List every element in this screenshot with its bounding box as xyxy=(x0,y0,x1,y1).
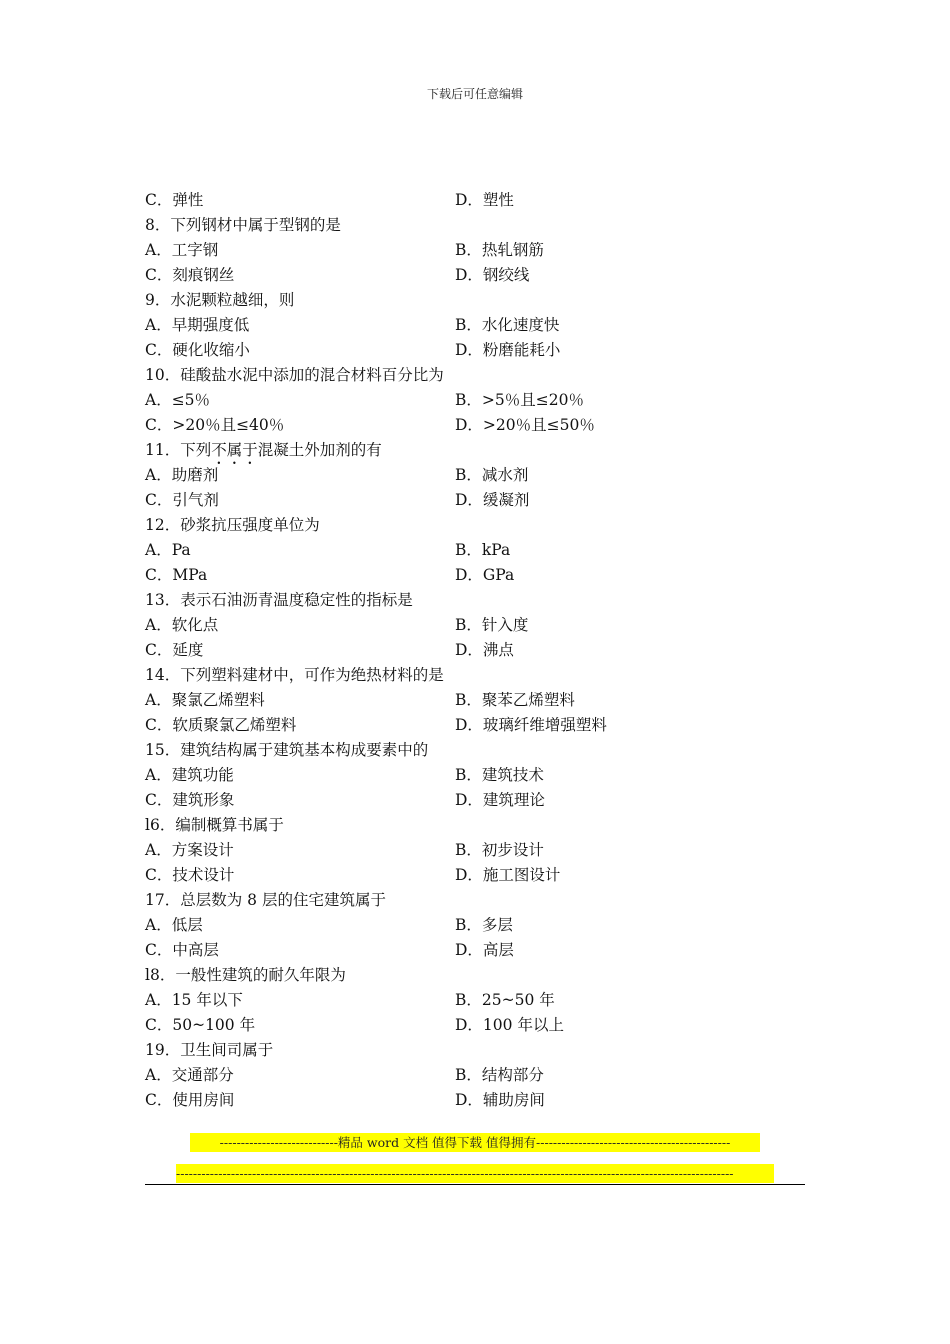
option-left: A．助磨剂 xyxy=(145,466,219,484)
question-stem xyxy=(145,588,805,613)
option-row xyxy=(145,1088,805,1113)
option-row xyxy=(145,788,805,813)
option-right: D．100 年以上 xyxy=(455,1016,564,1034)
question-text: 8．下列钢材中属于型钢的是 xyxy=(145,216,341,234)
option-left: A．方案设计 xyxy=(145,841,234,859)
option-right: D．高层 xyxy=(455,941,514,959)
option-left: A．Pa xyxy=(145,541,191,559)
option-left: A．工字钢 xyxy=(145,241,219,259)
option-row xyxy=(145,688,805,713)
option-row xyxy=(145,763,805,788)
footer-rule xyxy=(145,1184,805,1185)
option-left: A．15 年以下 xyxy=(145,991,243,1009)
option-left: A．≤5％ xyxy=(145,391,211,409)
option-right: B．水化速度快 xyxy=(455,316,560,334)
option-right: B．针入度 xyxy=(455,616,529,634)
option-right: D．钢绞线 xyxy=(455,266,530,284)
option-left: C．硬化收缩小 xyxy=(145,341,250,359)
option-left: C．技术设计 xyxy=(145,866,235,884)
option-right: B．热轧钢筋 xyxy=(455,241,544,259)
option-left: A．建筑功能 xyxy=(145,766,234,784)
option-right: B．初步设计 xyxy=(455,841,544,859)
option-row xyxy=(145,913,805,938)
option-left: C．>20％且≤40％ xyxy=(145,416,285,434)
footer-banner-dashes: ------------------------------------------------------------------------------------------------------------------------------------ xyxy=(176,1164,774,1183)
option-left: C．建筑形象 xyxy=(145,791,235,809)
question-stem xyxy=(145,1038,805,1063)
option-right: B．聚苯乙烯塑料 xyxy=(455,691,575,709)
option-row xyxy=(145,713,805,738)
option-left: C．刻痕钢丝 xyxy=(145,266,235,284)
option-row xyxy=(145,1063,805,1088)
option-right: D．缓凝剂 xyxy=(455,491,530,509)
option-left: C．弹性 xyxy=(145,191,204,209)
question-stem xyxy=(145,738,805,763)
question-stem xyxy=(145,513,805,538)
option-row xyxy=(145,988,805,1013)
question-stem xyxy=(145,213,805,238)
option-row xyxy=(145,413,805,438)
option-row xyxy=(145,638,805,663)
option-right: B．结构部分 xyxy=(455,1066,544,1084)
question-text: 9．水泥颗粒越细，则 xyxy=(145,291,295,309)
question-stem xyxy=(145,963,805,988)
option-right: D．施工图设计 xyxy=(455,866,561,884)
option-right: B．kPa xyxy=(455,541,511,559)
option-row xyxy=(145,938,805,963)
question-stem xyxy=(145,363,805,388)
question-list xyxy=(145,188,805,1113)
question-text: l8．一般性建筑的耐久年限为 xyxy=(145,966,346,984)
option-right: D．GPa xyxy=(455,566,515,584)
option-row xyxy=(145,538,805,563)
question-stem xyxy=(145,813,805,838)
question-text-pre: 11．下列 xyxy=(145,441,212,459)
question-text: l6．编制概算书属于 xyxy=(145,816,284,834)
option-right: D．沸点 xyxy=(455,641,514,659)
option-row xyxy=(145,338,805,363)
option-right: D．玻璃纤维增强塑料 xyxy=(455,716,607,734)
option-right: D．粉磨能耗小 xyxy=(455,341,561,359)
option-row xyxy=(145,463,805,488)
option-row xyxy=(145,238,805,263)
question-text: 12．砂浆抗压强度单位为 xyxy=(145,516,320,534)
question-text: 10．硅酸盐水泥中添加的混合材料百分比为 xyxy=(145,366,444,384)
question-stem xyxy=(145,888,805,913)
option-left: C．延度 xyxy=(145,641,204,659)
footer-banner-text: ----------------------------精品 word 文档 值得下载 值得拥有---------------------------------------------- xyxy=(190,1133,760,1152)
option-row xyxy=(145,488,805,513)
emphasized-text: 不属于 xyxy=(211,441,258,459)
option-right: D．塑性 xyxy=(455,191,514,209)
option-row xyxy=(145,388,805,413)
option-left: A．早期强度低 xyxy=(145,316,250,334)
option-row xyxy=(145,613,805,638)
question-text: 15．建筑结构属于建筑基本构成要素中的 xyxy=(145,741,429,759)
option-left: C．软质聚氯乙烯塑料 xyxy=(145,716,297,734)
option-right: D．>20％且≤50％ xyxy=(455,416,595,434)
option-row xyxy=(145,863,805,888)
option-right: B．25~50 年 xyxy=(455,991,555,1009)
option-row xyxy=(145,838,805,863)
option-right: D．建筑理论 xyxy=(455,791,545,809)
question-stem xyxy=(145,438,805,463)
page-header: 下载后可任意编辑 xyxy=(426,87,523,101)
question-text: 13．表示石油沥青温度稳定性的指标是 xyxy=(145,591,413,609)
question-text: 17．总层数为 8 层的住宅建筑属于 xyxy=(145,891,386,909)
option-row xyxy=(145,313,805,338)
option-left: A．软化点 xyxy=(145,616,219,634)
question-text: 14．下列塑料建材中，可作为绝热材料的是 xyxy=(145,666,444,684)
question-stem xyxy=(145,663,805,688)
option-right: B．减水剂 xyxy=(455,466,529,484)
option-left: A．聚氯乙烯塑料 xyxy=(145,691,265,709)
question-stem xyxy=(145,288,805,313)
option-right: B．建筑技术 xyxy=(455,766,544,784)
option-right: B．>5％且≤20％ xyxy=(455,391,584,409)
option-row xyxy=(145,263,805,288)
option-left: C．中高层 xyxy=(145,941,219,959)
question-text-post: 混凝土外加剂的有 xyxy=(257,441,382,459)
option-left: C．使用房间 xyxy=(145,1091,235,1109)
option-left: A．低层 xyxy=(145,916,203,934)
option-left: C．MPa xyxy=(145,566,208,584)
option-left: C．50~100 年 xyxy=(145,1016,256,1034)
option-right: B．多层 xyxy=(455,916,513,934)
option-left: A．交通部分 xyxy=(145,1066,234,1084)
question-text: 19．卫生间司属于 xyxy=(145,1041,274,1059)
option-left: C．引气剂 xyxy=(145,491,219,509)
option-row xyxy=(145,188,805,213)
option-row xyxy=(145,1013,805,1038)
option-row xyxy=(145,563,805,588)
option-right: D．辅助房间 xyxy=(455,1091,545,1109)
